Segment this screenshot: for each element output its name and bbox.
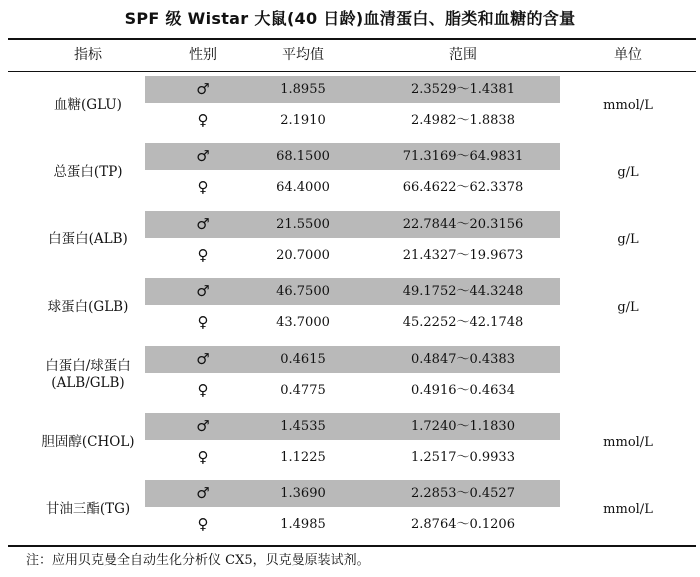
male-symbol: ♂ (196, 214, 210, 233)
female-symbol: ♀ (197, 111, 209, 129)
male-mean-value: 68.1500 (276, 149, 330, 165)
indicator-label-line: (ALB/GLB) (51, 374, 125, 391)
indicator-label-line: 球蛋白(GLB) (47, 298, 129, 315)
header-mean: 平均值 (282, 47, 324, 63)
female-range-value: 1.2517～0.9933 (411, 450, 515, 465)
unit-label: g/L (617, 299, 639, 315)
table-note: 注：应用贝克曼全自动生化分析仪 CX5，贝克曼原装试剂。 (26, 553, 370, 568)
table-title: SPF 级 Wistar 大鼠(40 日龄)血清蛋白、脂类和血糖的含量 (124, 9, 576, 28)
unit-label: g/L (617, 232, 639, 248)
male-mean-value: 46.7500 (276, 284, 330, 300)
male-range-value: 2.3529～1.4381 (411, 82, 515, 97)
female-mean-value: 64.4000 (276, 180, 330, 196)
female-symbol: ♀ (197, 245, 209, 264)
female-range-value: 2.4982～1.8838 (411, 113, 515, 128)
header-sex: 性别 (189, 47, 217, 63)
header-range: 范围 (449, 47, 477, 63)
indicator-label (8, 97, 168, 114)
female-symbol: ♀ (197, 448, 209, 466)
indicator-label (8, 231, 168, 248)
unit-label: mmol/L (603, 501, 653, 517)
indicator-label-line: 胆固醇(CHOL) (41, 433, 135, 450)
male-range-value: 1.7240～1.1830 (411, 419, 515, 434)
female-symbol: ♀ (197, 313, 209, 332)
unit-label: g/L (617, 164, 639, 180)
female-range-value: 21.4327～19.9673 (402, 247, 524, 263)
unit-label: mmol/L (603, 97, 653, 113)
female-range-value: 0.4916～0.4634 (411, 382, 515, 398)
female-mean-value: 2.1910 (280, 113, 326, 128)
header-rule (8, 71, 696, 72)
male-range-value: 2.2853～0.4527 (411, 486, 515, 502)
male-symbol: ♂ (196, 417, 210, 435)
male-range-value: 49.1752～44.3248 (402, 284, 524, 300)
male-symbol: ♂ (196, 349, 210, 368)
male-symbol: ♂ (196, 484, 210, 503)
male-mean-value: 1.8955 (280, 82, 326, 97)
indicator-label (8, 434, 168, 451)
indicator-label-line: 白蛋白/球蛋白 (45, 357, 131, 374)
table-header (8, 40, 696, 71)
female-symbol: ♀ (197, 380, 209, 399)
header-unit: 单位 (614, 47, 642, 63)
female-mean-value: 1.1225 (280, 450, 326, 465)
female-mean-value: 20.7000 (276, 247, 330, 263)
indicator-label (8, 501, 168, 518)
male-range-value: 22.7844～20.3156 (402, 216, 524, 232)
male-mean-value: 21.5500 (276, 216, 330, 232)
male-range-value: 71.3169～64.9831 (402, 149, 524, 165)
indicator-label (8, 358, 168, 392)
male-mean-value: 1.4535 (280, 419, 326, 434)
header-indicator: 指标 (74, 47, 102, 63)
female-mean-value: 1.4985 (280, 517, 326, 533)
indicator-label-line: 甘油三酯(TG) (45, 500, 131, 517)
indicator-label (8, 164, 168, 181)
female-symbol: ♀ (197, 178, 209, 197)
male-symbol: ♂ (196, 80, 210, 98)
unit-label: mmol/L (603, 434, 653, 450)
female-mean-value: 0.4775 (280, 382, 326, 398)
female-symbol: ♀ (197, 515, 209, 534)
indicator-label (8, 299, 168, 316)
male-range-value: 0.4847～0.4383 (411, 351, 515, 367)
male-symbol: ♂ (196, 147, 210, 166)
female-mean-value: 43.7000 (276, 315, 330, 331)
indicator-label-line: 总蛋白(TP) (53, 163, 123, 180)
male-mean-value: 1.3690 (280, 486, 326, 502)
indicator-label-line: 白蛋白(ALB) (48, 231, 128, 248)
male-symbol: ♂ (196, 282, 210, 301)
male-mean-value: 0.4615 (280, 351, 326, 367)
bottom-rule (8, 545, 696, 547)
female-range-value: 2.8764～0.1206 (411, 517, 515, 533)
female-range-value: 45.2252～42.1748 (402, 315, 524, 331)
female-range-value: 66.4622～62.3378 (402, 180, 524, 196)
indicator-label-line: 血糖(GLU) (54, 96, 122, 113)
